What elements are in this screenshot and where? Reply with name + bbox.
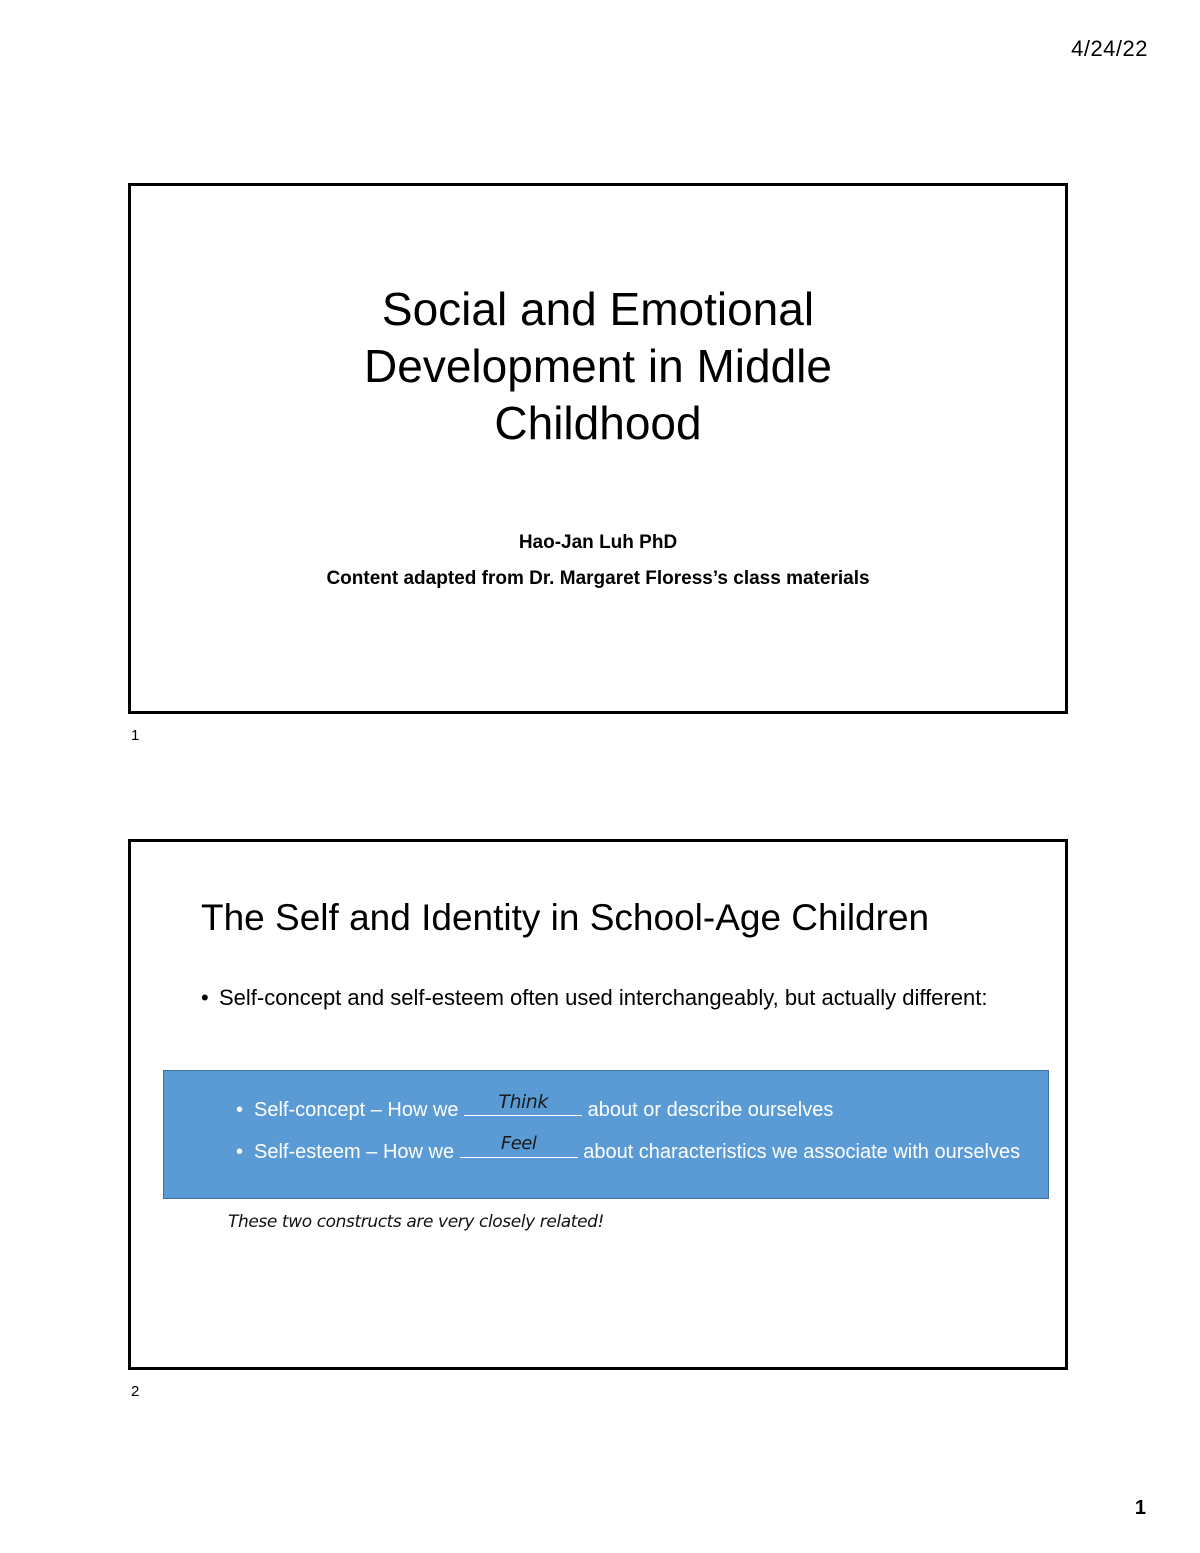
slide-1-number: 1	[131, 727, 140, 744]
self-esteem-suffix: about characteristics we associate with ourselves	[583, 1141, 1021, 1163]
self-concept-suffix: about or describe ourselves	[587, 1099, 834, 1121]
slide-1-title	[131, 281, 1065, 452]
slide-2-title: The Self and Identity in School-Age Children	[201, 897, 930, 938]
slide-1-title-line-2: Development in Middle	[364, 340, 832, 392]
bullet-dot: •	[201, 985, 209, 1010]
handwritten-note: These two constructs are very closely related!	[228, 1212, 604, 1232]
handwritten-answer-feel: Feel	[500, 1133, 537, 1154]
slide-1-title-line-3: Childhood	[494, 397, 702, 449]
slide-2-number: 2	[131, 1383, 140, 1400]
bullet-dot: •	[236, 1141, 244, 1163]
fill-in-blank-feel	[460, 1135, 578, 1158]
page-date: 4/24/22	[1071, 36, 1148, 61]
definitions-box	[163, 1070, 1049, 1199]
sub-bullet-self-concept	[236, 1093, 1034, 1125]
handwritten-answer-think: Think	[498, 1091, 548, 1113]
slide-2-bullet-text: Self-concept and self-esteem often used interchangeably, but actually different:	[219, 985, 988, 1010]
fill-in-blank-think	[464, 1093, 582, 1116]
slide-2	[128, 839, 1068, 1370]
slide-1-author: Hao-Jan Luh PhD	[518, 532, 678, 553]
slide-1-title-line-1: Social and Emotional	[381, 283, 815, 335]
sub-bullet-self-esteem	[236, 1135, 1034, 1167]
slide-1	[128, 183, 1068, 714]
bullet-dot: •	[236, 1099, 244, 1121]
slide-1-credit: Content adapted from Dr. Margaret Floress’s class materials	[326, 568, 870, 589]
self-esteem-prefix: Self-esteem – How we	[254, 1141, 455, 1163]
page-number: 1	[1134, 1497, 1146, 1519]
self-concept-prefix: Self-concept – How we	[254, 1099, 459, 1121]
slide-2-bullet	[201, 982, 1039, 1013]
